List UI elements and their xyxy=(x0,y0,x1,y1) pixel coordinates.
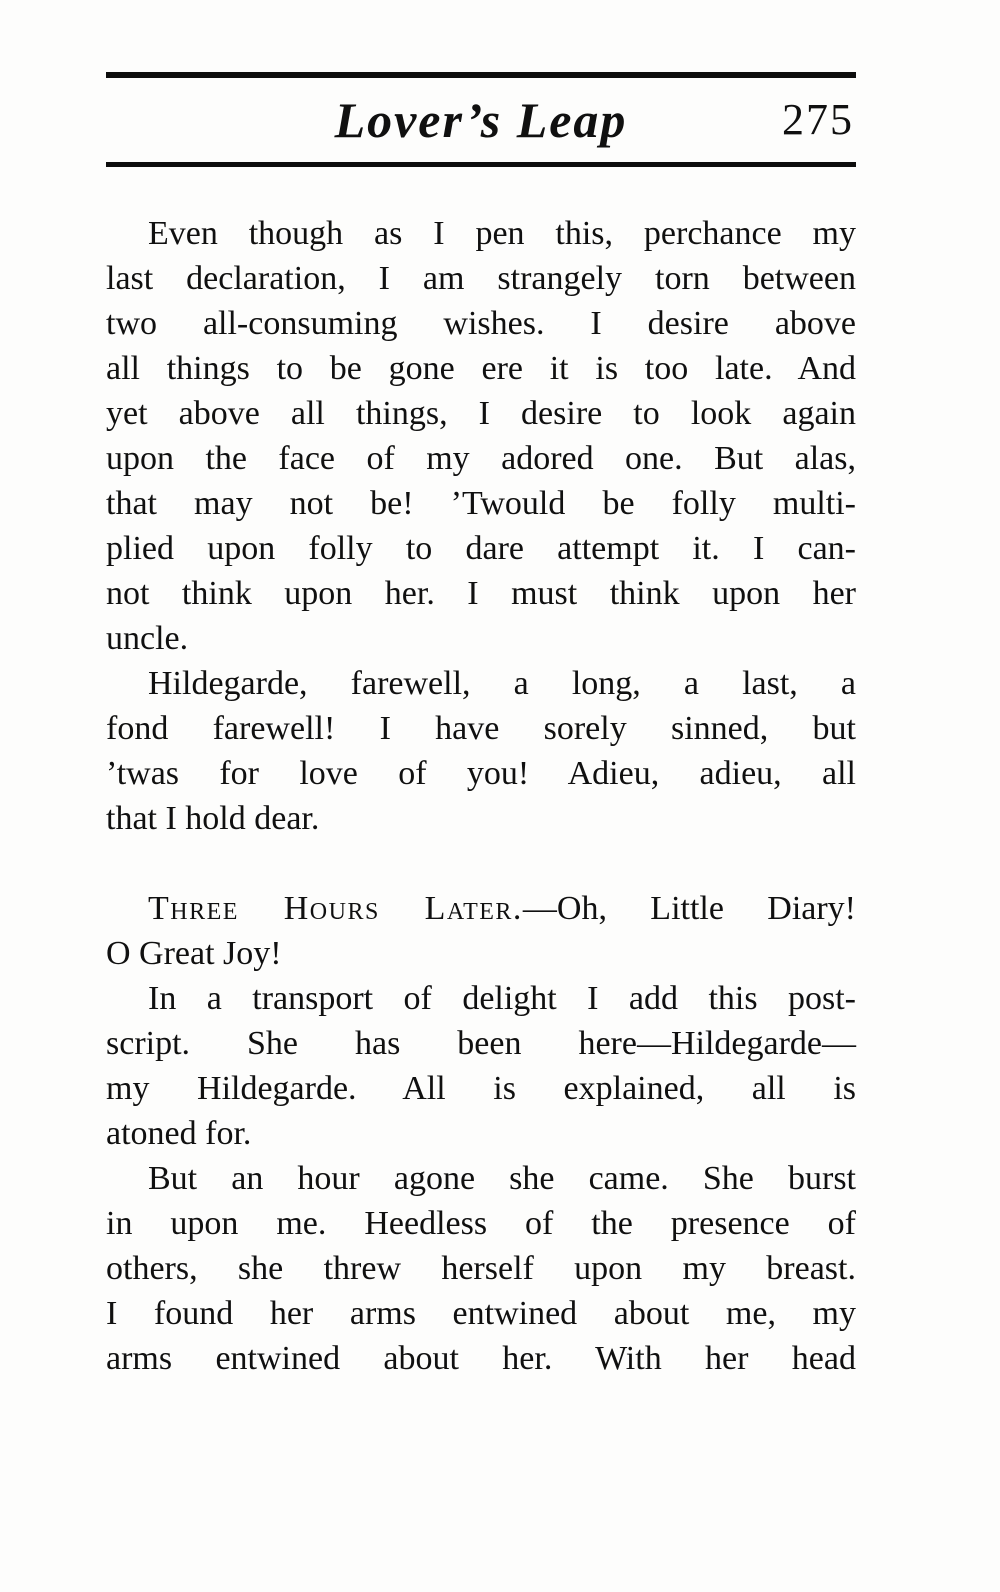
text-line: ’twas for love of you! Adieu, adieu, all xyxy=(106,755,856,792)
paragraph xyxy=(106,661,856,841)
text-line: arms entwined about her. With her head xyxy=(106,1340,856,1377)
text-line: last declaration, I am strangely torn between xyxy=(106,260,856,297)
page-number: 275 xyxy=(782,95,854,144)
text-line: in upon me. Heedless of the presence of xyxy=(106,1205,856,1242)
text-block xyxy=(106,0,856,1381)
text-line: others, she threw herself upon my breast. xyxy=(106,1250,856,1287)
text-line: not think upon her. I must think upon her xyxy=(106,575,856,612)
text-line: Hildegarde, farewell, a long, a last, a xyxy=(148,665,856,702)
section-break xyxy=(106,841,856,886)
text-line: that may not be! ’Twould be folly multi- xyxy=(106,485,856,522)
text-line: But an hour agone she came. She burst xyxy=(148,1160,856,1197)
text-line: script. She has been here—Hildegarde— xyxy=(106,1025,856,1062)
text-line: atoned for. xyxy=(106,1115,252,1152)
text-line: that I hold dear. xyxy=(106,800,320,837)
header-rule-bottom xyxy=(106,162,856,167)
text-line xyxy=(106,886,856,931)
paragraph xyxy=(106,1156,856,1381)
text-line: all things to be gone ere it is too late. And xyxy=(106,350,856,387)
page-body xyxy=(106,211,856,1381)
paragraph xyxy=(106,976,856,1156)
text-line: O Great Joy! xyxy=(106,935,282,972)
diary-heading-smallcaps: Three Hours Later. xyxy=(148,890,523,927)
text-line: two all-consuming wishes. I desire above xyxy=(106,305,856,342)
paragraph xyxy=(106,211,856,661)
text-line: Even though as I pen this, perchance my xyxy=(148,215,856,252)
text-line: In a transport of delight I add this post- xyxy=(148,980,856,1017)
text-line: yet above all things, I desire to look again xyxy=(106,395,856,432)
text-line: plied upon folly to dare attempt it. I can- xyxy=(106,530,856,567)
text-line: I found her arms entwined about me, my xyxy=(106,1295,856,1332)
text-line: uncle. xyxy=(106,620,189,657)
text-line: my Hildegarde. All is explained, all is xyxy=(106,1070,856,1107)
text-line: fond farewell! I have sorely sinned, but xyxy=(106,710,856,747)
running-header xyxy=(106,78,856,162)
chapter-title: Lover’s Leap xyxy=(334,92,628,148)
diary-heading-rest: —Oh, Little Diary! xyxy=(522,890,856,927)
text-line: upon the face of my adored one. But alas, xyxy=(106,440,856,477)
paragraph xyxy=(106,886,856,976)
